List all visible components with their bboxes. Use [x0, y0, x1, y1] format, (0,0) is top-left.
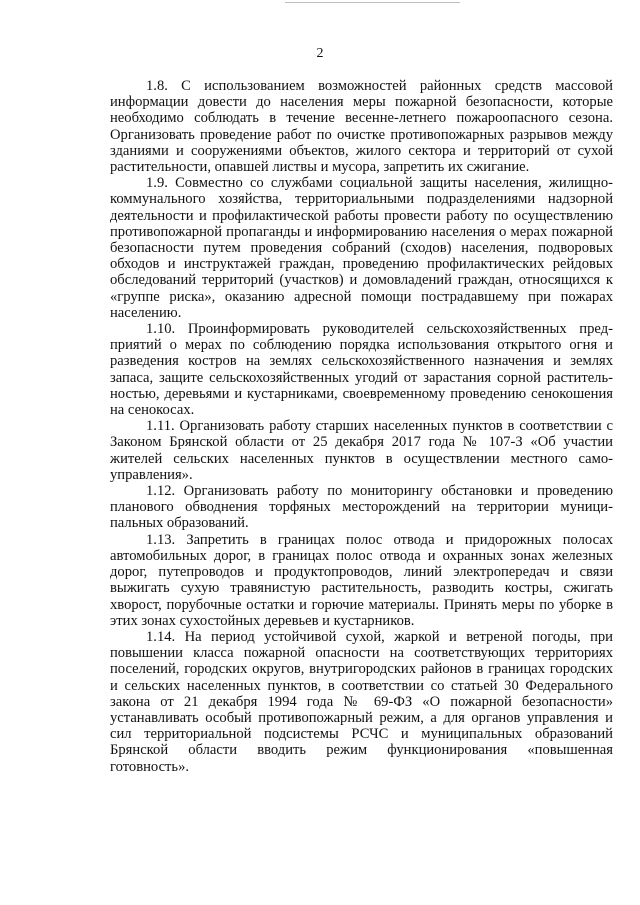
paragraph-1-11: 1.11. Организовать работу старших населенных пунктов в соответствии с Законом Брянской области от 25 декабря 2017 года № 107-З «Об участии жителей сельских населенных пунктов в осуществлении местного самоуправления».: [110, 418, 613, 483]
document-body: [110, 78, 613, 775]
paragraph-1-12: 1.12. Организовать работу по мониторингу обстановки и проведению планового обводнения торфяных месторождений на территории муниципальных образований.: [110, 483, 613, 532]
top-border-line: [285, 2, 460, 3]
page-number: 2: [316, 46, 324, 61]
paragraph-1-14: 1.14. На период устойчивой сухой, жаркой и ветреной погоды, при повышении класса пожарной опасности на соответствующих территориях поселений, городских округов, внутригородских районов в границах городских и сельских населенных пунктов, в соответствии со статьей 30 Федерального закона от 21 декабря 1994 года № 69-ФЗ «О пожарной безопасности» устанавливать особый противопожарный режим, а для органов управления и сил территориальной подсистемы РСЧС и муниципальных образований Брянской области вводить режим функционирования «повышенная готовность».: [110, 628, 613, 775]
paragraph-1-10: 1.10. Проинформировать руководителей сельскохозяйственных предприятий о мерах по соблюдению порядка использования открытого огня и разведения костров на землях сельскохозяйственного назначения и землях запаса, защите сельскохозяйственных угодий от зарастания сорной растительностью, деревьями и кустарниками, своевременному проведению сенокошения на сенокосах.: [110, 321, 613, 419]
paragraph-1-13: 1.13. Запретить в границах полос отвода и придорожных полосах автомобильных дорог, в границах полос отвода и охранных зонах железных дорог, путепроводов и продуктопроводов, линий электропередач и связи выжигать сухую травянистую растительность, разводить костры, сжигать хворост, порубочные остатки и горючие материалы. Принять меры по уборке в этих зонах сухостойных деревьев и кустарников.: [110, 531, 613, 629]
paragraph-1-9: 1.9. Совместно со службами социальной защиты населения, жилищно-коммунального хозяйства, территориальными подразделениями надзорной деятельности и профилактической работы провести работу по осуществлению противопожарной пропаганды и информированию населения о мерах пожарной безопасности путем проведения собраний (сходов) населения, подворовых обходов и инструктажей граждан, проведению профилактических рейдовых обследований территорий (участков) и домовладений граждан, относящихся к «группе риска», оказанию адресной помощи пострадавшему при пожарах населению.: [110, 175, 613, 321]
paragraph-1-8: 1.8. С использованием возможностей районных средств массовой информации довести до населения меры пожарной безопасности, которые необходимо соблюдать в течение весенне-летнего пожароопасного сезона. Организовать проведение работ по очистке противопожарных разрывов между зданиями и сооружениями объектов, жилого сектора и территорий от сухой растительности, опавшей листвы и мусора, запретить их сжигание.: [110, 78, 613, 176]
